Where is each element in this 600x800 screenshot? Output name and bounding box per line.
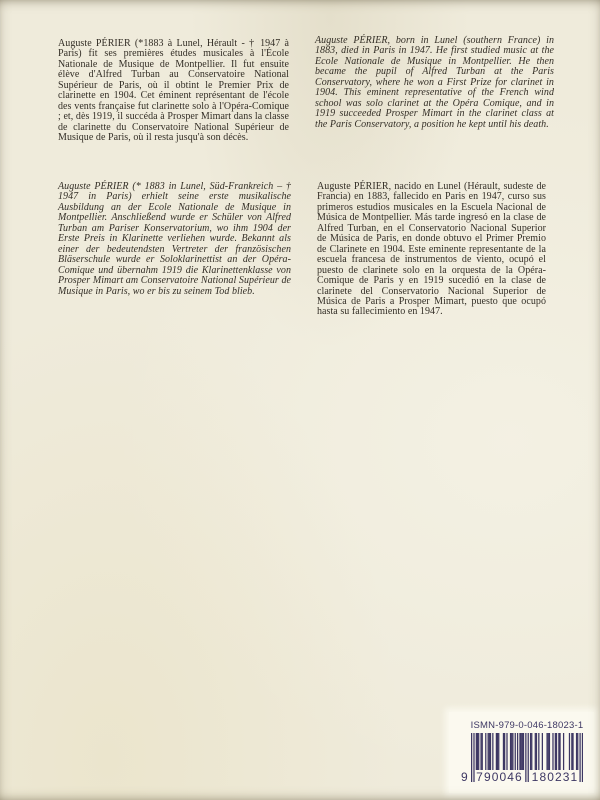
barcode-digits-right: 180231: [531, 770, 579, 784]
bio-text-spanish: Auguste PÉRIER, nacido en Lunel (Hérault, sudeste de Francia) en 1883, fallecido en Paris en 1947, curso sus primeros estudios musicales en la Escuela Nacional de Música de Montpellier. Más tarde ingresó en la clase de Alfred Turban, en el Conservatorio Nacional Superior de Música de Paris, en donde obtuvo el Primer Premio de Clarinete en 1904. Este eminente representante de la escuela francesa de instrumentos de viento, ocupó el puesto de clarinete solo en la orquesta de la Opéra-Comique de Paris y en 1919 sucedió en la clase de clarinete del Conservatorio Nacional Superior de Música de Paris a Prosper Mimart, puesto que ocupó hasta su fallecimiento en 1947.: [317, 181, 546, 318]
bio-text-english: Auguste PÉRIER, born in Lunel (southern France) in 1883, died in Paris in 1947. He first studied music at the Ecole Nationale de Musique in Montpellier. He then became the pupil of Alfred Turban at the Paris Conservatory, where he won a First Prize for clarinet in 1904. This eminent representative of the French wind school was solo clarinet at the Opéra Comique, and in 1919 succeeded Prosper Mimart in the clarinet class at the Paris Conservatory, a position he kept until his death.: [315, 35, 554, 130]
barcode-digit-first: 9: [461, 770, 469, 784]
barcode-digits-left: 790046: [476, 770, 523, 784]
ean13-barcode: [461, 733, 583, 784]
bio-text-french: Auguste PÉRIER (*1883 à Lunel, Hérault - † 1947 à Paris) fit ses premières études musicales à l'École Nationale de Musique de Montpellier. Il fut ensuite élève d'Alfred Turban au Conservatoire National Supérieur de Paris, où il obtint le Premier Prix de clarinette en 1904. Cet éminent représentant de l'école des vents française fut clarinette solo à l'Opéra-Comique ; et, dès 1919, il succéda à Prosper Mimart dans la classe de clarinette du Conservatoire National Supérieur de Musique de Paris, où il resta jusqu'à son décès.: [58, 38, 289, 144]
ismn-label: ISMN-979-0-046-18023-1: [470, 720, 584, 731]
bio-text-german: Auguste PÉRIER (* 1883 in Lunel, Süd-Frankreich – † 1947 in Paris) erhielt seine erste musikalische Ausbildung an der Ecole Nationale de Musique in Montpellier. Anschließend wurde er Schüler von Alfred Turban am Pariser Konservatorium, wo ihm 1904 der Erste Preis in Klarinette verliehen wurde. Bekannt als einer der bedeutendsten Vertreter der französischen Bläserschule wurde er Soloklarinettist an der Opéra-Comique und übernahm 1919 die Klarinettenklasse von Prosper Mimart am Conservatoire National Supérieur de Musique in Paris, wo er bis zu seinem Tod blieb.: [58, 181, 291, 297]
barcode-block: [449, 712, 594, 793]
